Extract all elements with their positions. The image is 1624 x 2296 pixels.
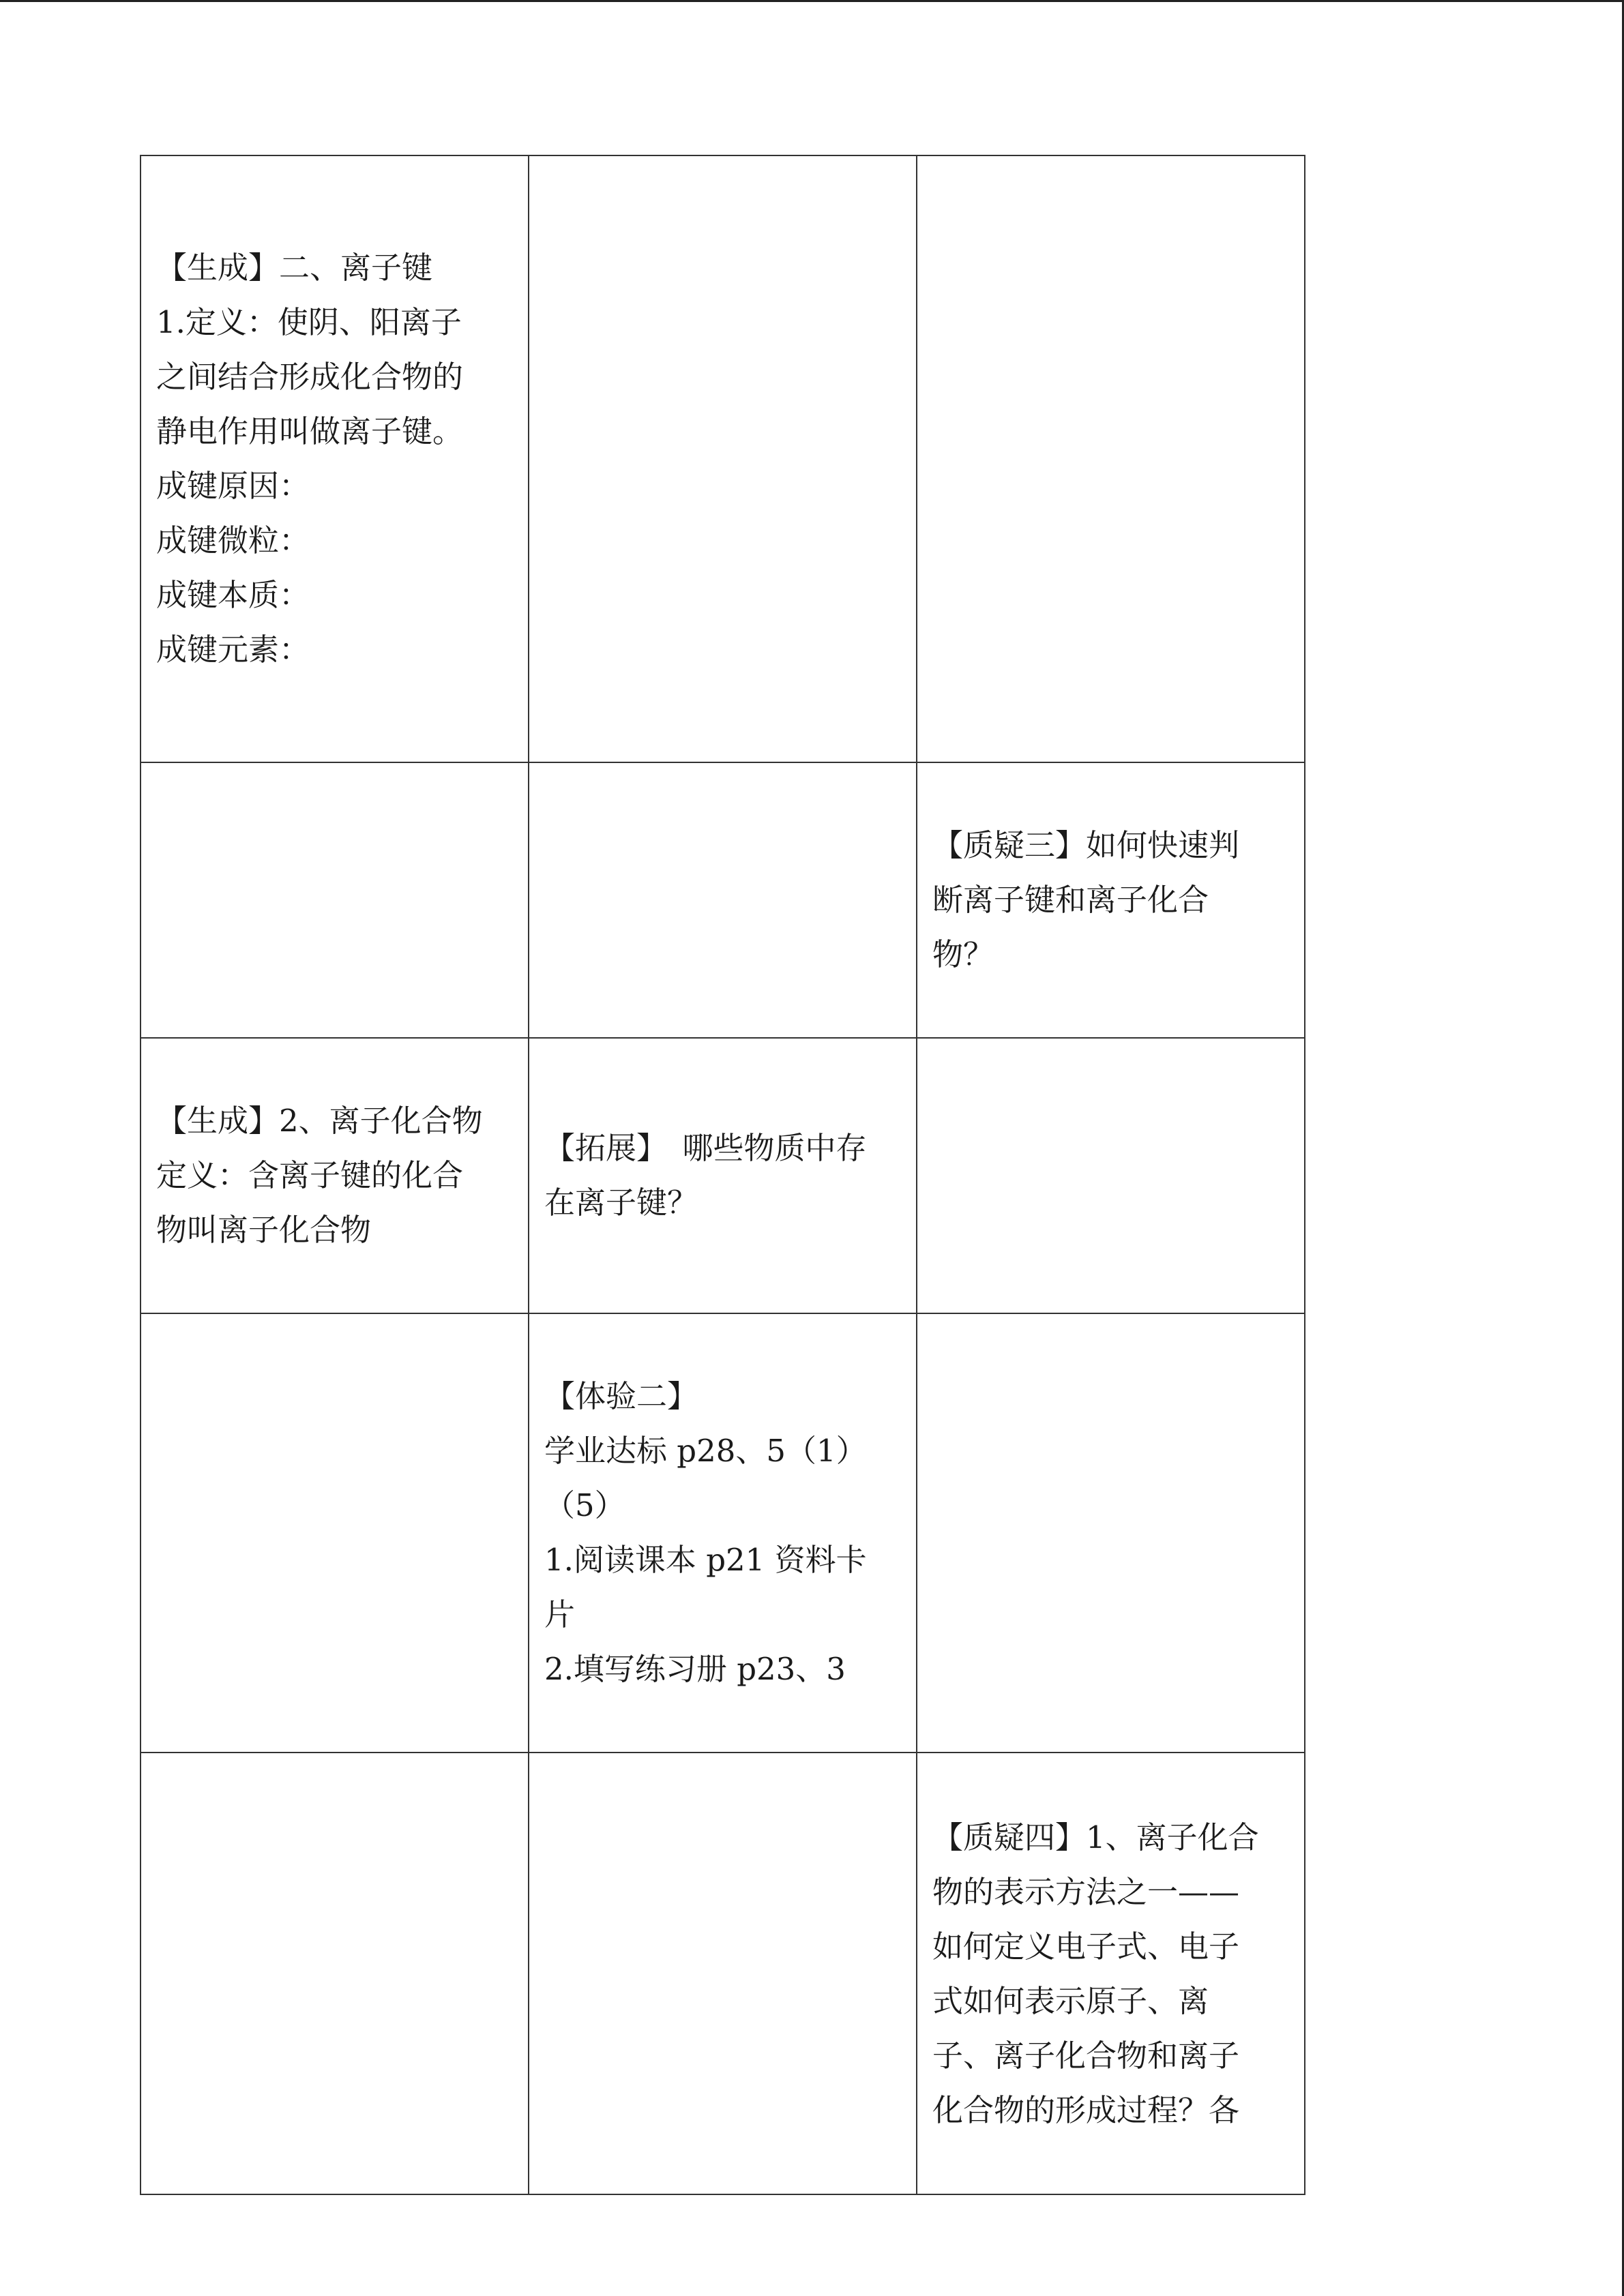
table-row xyxy=(141,155,1305,762)
table-cell-extension xyxy=(529,1038,917,1313)
cell-text-line: 学业达标 p28、5（1） xyxy=(544,1433,867,1469)
cell-text-line: 如何定义电子式、电子 xyxy=(932,1928,1240,1965)
cell-text-line: 【质疑四】1、离子化合 xyxy=(932,1819,1259,1855)
table-cell-ionic-compound-generation xyxy=(141,1038,529,1313)
cell-text-line: 断离子键和离子化合 xyxy=(932,882,1209,918)
cell-text-line: 2.填写练习册 p23、3 xyxy=(544,1651,846,1687)
cell-text-line: 之间结合形成化合物的 xyxy=(156,359,464,395)
cell-text-line: （5） xyxy=(544,1487,625,1523)
cell-text-line: 【拓展】 哪些物质中存 xyxy=(544,1130,867,1166)
cell-text-line: 成键本质： xyxy=(156,577,310,613)
cell-text-line: 定义：含离子键的化合 xyxy=(156,1157,464,1193)
table-cell-empty xyxy=(917,155,1305,762)
table-cell-question-three xyxy=(917,762,1305,1038)
table-row xyxy=(141,1753,1305,2194)
cell-text-line: 子、离子化合物和离子 xyxy=(932,2038,1240,2074)
cell-text-line: 【体验二】 xyxy=(544,1378,698,1414)
lesson-plan-table xyxy=(140,155,1305,2195)
table-cell-empty xyxy=(141,1313,529,1753)
table-cell-experience-two xyxy=(529,1313,917,1753)
table-cell-empty xyxy=(529,155,917,762)
cell-text-line: 物的表示方法之一—— xyxy=(932,1874,1240,1910)
table-cell-empty xyxy=(917,1038,1305,1313)
table-row xyxy=(141,762,1305,1038)
table-cell-empty xyxy=(529,762,917,1038)
cell-text-line: 成键原因： xyxy=(156,468,310,504)
cell-text-line: 静电作用叫做离子键。 xyxy=(156,413,464,449)
table-cell-empty xyxy=(529,1753,917,2194)
cell-text-line: 成键微粒： xyxy=(156,522,310,558)
cell-text-line: 化合物的形成过程？各 xyxy=(932,2092,1240,2128)
cell-text-line: 物叫离子化合物 xyxy=(156,1212,372,1248)
table-row xyxy=(141,1038,1305,1313)
table-cell-empty xyxy=(917,1313,1305,1753)
cell-text-line: 成键元素： xyxy=(156,631,310,668)
page-top-border xyxy=(0,0,1624,2)
cell-text-line: 【质疑三】如何快速判 xyxy=(932,827,1240,863)
table-cell-question-four xyxy=(917,1753,1305,2194)
cell-text-line: 物？ xyxy=(932,936,994,972)
cell-text-line: 片 xyxy=(544,1596,576,1632)
table-cell-ionic-bond-generation xyxy=(141,155,529,762)
table-row xyxy=(141,1313,1305,1753)
cell-text-line: 1.阅读课本 p21 资料卡 xyxy=(544,1542,867,1578)
table-cell-empty xyxy=(141,762,529,1038)
cell-text-line: 在离子键？ xyxy=(544,1184,698,1221)
cell-text-line: 式如何表示原子、离 xyxy=(932,1983,1209,2019)
cell-text-line: 【生成】2、离子化合物 xyxy=(156,1103,483,1139)
cell-text-line: 1.定义：使阴、阳离子 xyxy=(156,304,462,340)
cell-text-line: 【生成】二、离子键 xyxy=(156,250,433,286)
table-cell-empty xyxy=(141,1753,529,2194)
